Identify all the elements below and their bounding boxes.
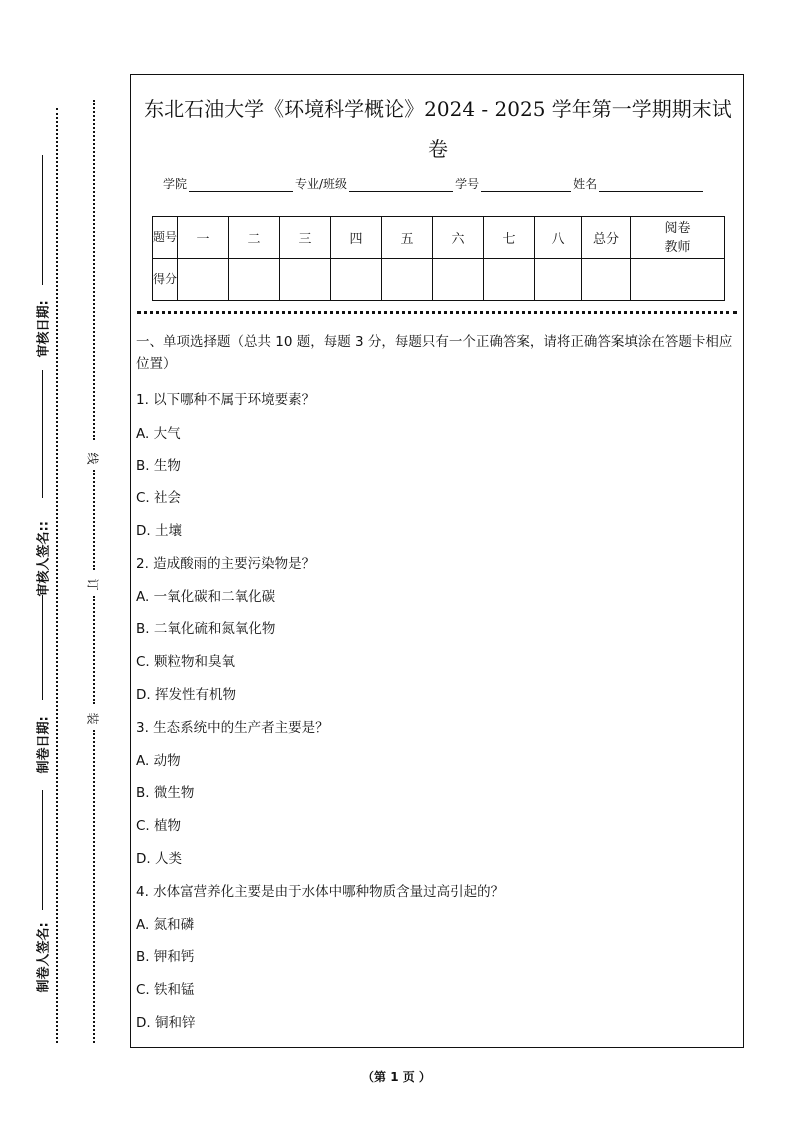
col-6: 六	[433, 217, 484, 259]
question-2-option-c: C. 颗粒物和臭氧	[136, 654, 236, 670]
student-id-field[interactable]	[481, 179, 571, 192]
binding-dotted-line-4	[93, 730, 95, 1043]
question-2-stem: 2. 造成酸雨的主要污染物是？	[136, 556, 316, 572]
question-1-option-a: A. 大气	[136, 426, 181, 442]
score-cell-total[interactable]	[582, 259, 631, 301]
binding-dotted-line-3	[93, 596, 95, 704]
name-field[interactable]	[599, 179, 703, 192]
score-cell[interactable]	[280, 259, 331, 301]
question-2-option-d: D. 挥发性有机物	[136, 687, 236, 703]
page-number: （第 1 页 ）	[362, 1070, 431, 1084]
question-4-option-d: D. 铜和锌	[136, 1015, 196, 1031]
question-3-stem: 3. 生态系统中的生产者主要是？	[136, 720, 329, 736]
col-total: 总分	[582, 217, 631, 259]
score-cell[interactable]	[535, 259, 582, 301]
row-head-question-no: 题号	[153, 217, 178, 259]
paper-maker-signature-label: 制卷人签名:	[36, 922, 52, 993]
col-1: 一	[178, 217, 229, 259]
question-1-option-c: C. 社会	[136, 490, 182, 506]
score-cell[interactable]	[331, 259, 382, 301]
col-2: 二	[229, 217, 280, 259]
score-table-score-row	[153, 259, 725, 301]
score-cell[interactable]	[433, 259, 484, 301]
college-label: 学院	[163, 177, 188, 191]
score-cell[interactable]	[178, 259, 229, 301]
col-8: 八	[535, 217, 582, 259]
binding-dotted-line-2	[93, 470, 95, 570]
college-field[interactable]	[189, 179, 293, 192]
question-3-option-c: C. 植物	[136, 818, 182, 834]
binding-char-zhuang: 装	[85, 712, 100, 725]
reviewer-signature-line	[42, 370, 43, 498]
col-3: 三	[280, 217, 331, 259]
left-dotted-line	[56, 108, 58, 1043]
question-4-option-b: B. 钾和钙	[136, 949, 195, 965]
reviewer-signature-label: 审核人签名::	[36, 521, 52, 597]
name-label: 姓名	[573, 177, 598, 191]
question-3-option-a: A. 动物	[136, 753, 181, 769]
score-table	[152, 216, 725, 301]
question-1-option-d: D. 土壤	[136, 523, 182, 539]
col-5: 五	[382, 217, 433, 259]
binding-dotted-line-1	[93, 100, 95, 440]
question-3-option-b: B. 微生物	[136, 785, 195, 801]
binding-char-ding: 订	[85, 578, 100, 591]
paper-date-label: 制卷日期:	[36, 716, 52, 774]
binding-char-xian: 线	[85, 452, 100, 465]
review-date-line	[42, 155, 43, 285]
question-1-option-b: B. 生物	[136, 458, 181, 474]
paper-maker-signature-line	[42, 790, 43, 910]
exam-frame	[130, 74, 744, 1048]
exam-title-line2: 卷	[428, 137, 448, 161]
question-2-option-a: A. 一氧化碳和二氧化碳	[136, 589, 276, 605]
question-4-option-a: A. 氮和磷	[136, 917, 195, 933]
score-cell[interactable]	[229, 259, 280, 301]
section-divider	[137, 311, 737, 314]
major-field[interactable]	[349, 179, 453, 192]
major-label: 专业/班级	[295, 177, 348, 191]
student-info-row	[163, 175, 705, 192]
col-7: 七	[484, 217, 535, 259]
question-1-stem: 1. 以下哪种不属于环境要素？	[136, 392, 316, 408]
question-2-option-b: B. 二氧化硫和氮氧化物	[136, 621, 276, 637]
question-4-option-c: C. 铁和锰	[136, 982, 195, 998]
section1-heading: 一、单项选择题（总共 10 题，每题 3 分，每题只有一个正确答案，请将正确答案填涂在答题卡相应位置）	[136, 334, 733, 372]
score-table-header-row	[153, 217, 725, 259]
paper-date-line	[42, 595, 43, 700]
row-head-score: 得分	[153, 259, 178, 301]
question-4-stem: 4. 水体富营养化主要是由于水体中哪种物质含量过高引起的？	[136, 884, 505, 900]
exam-title-line1: 东北石油大学《环境科学概论》2024 - 2025 学年第一学期期末试	[144, 97, 732, 121]
score-cell-grader[interactable]	[631, 259, 725, 301]
student-id-label: 学号	[455, 177, 480, 191]
review-date-label: 审核日期:	[36, 300, 52, 358]
score-cell[interactable]	[484, 259, 535, 301]
col-grader: 阅卷教师	[631, 217, 725, 259]
question-3-option-d: D. 人类	[136, 851, 182, 867]
col-4: 四	[331, 217, 382, 259]
score-cell[interactable]	[382, 259, 433, 301]
